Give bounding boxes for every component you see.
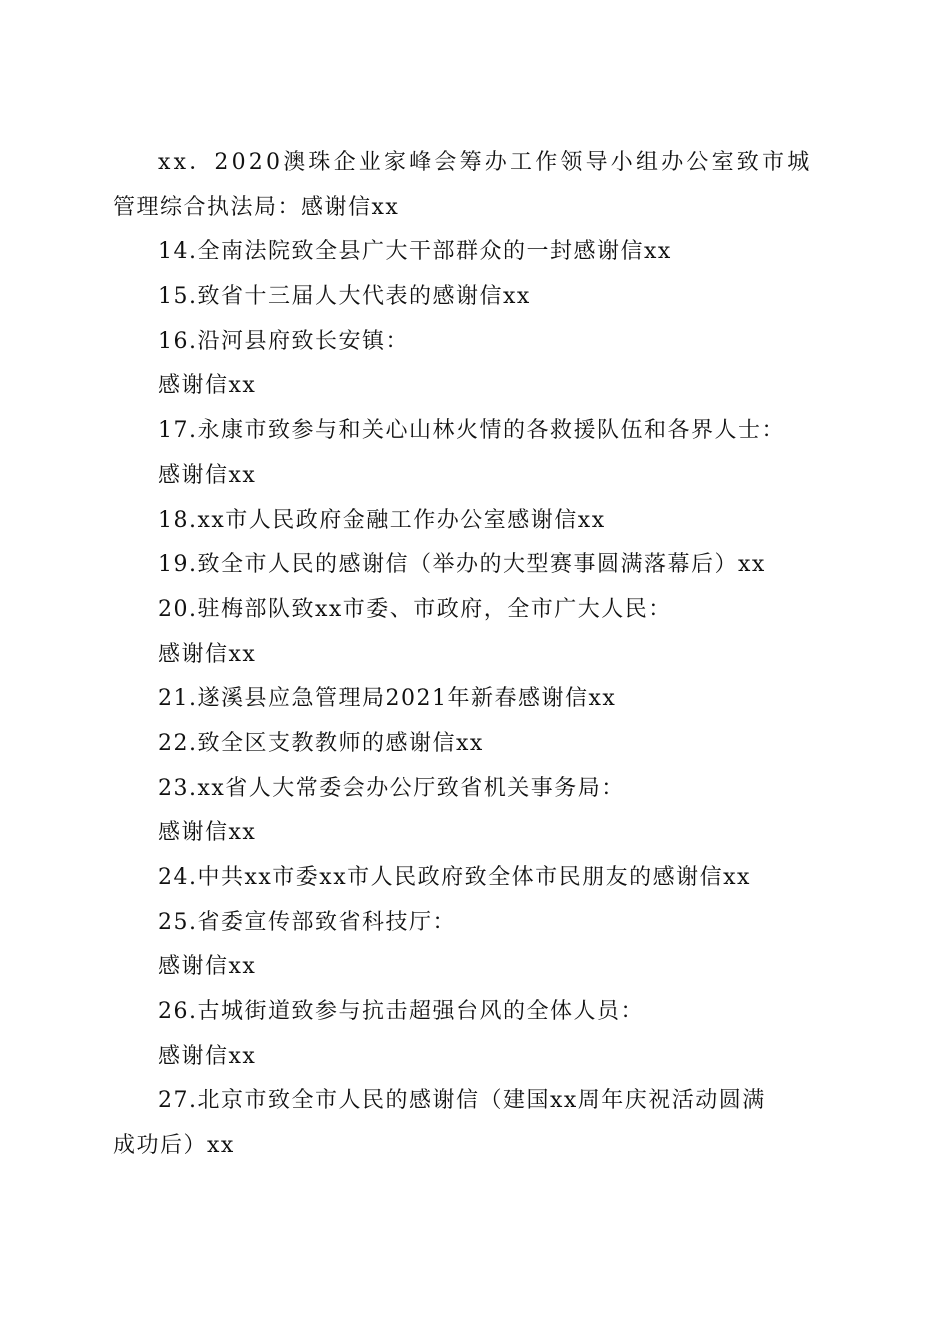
list-item-line: 27.北京市致全市人民的感谢信（建国xx周年庆祝活动圆满: [158, 1088, 766, 1114]
list-item-line: 17.永康市致参与和关心山林火情的各救援队伍和各界人士：: [158, 418, 785, 444]
list-item-line: 14.全南法院致全县广大干部群众的一封感谢信xx: [158, 239, 672, 265]
list-item-line: 16.沿河县府致长安镇：: [158, 328, 409, 354]
list-item-line: 18.xx市人民政府金融工作办公室感谢信xx: [158, 507, 606, 533]
list-item-line: 成功后）xx: [113, 1133, 235, 1159]
list-item-line: 25.省委宣传部致省科技厅：: [158, 909, 456, 935]
list-item-line: 24.中共xx市委xx市人民政府致全体市民朋友的感谢信xx: [158, 865, 751, 890]
list-item-line: 23.xx省人大常委会办公厅致省机关事务局：: [158, 775, 625, 801]
list-item-line: 感谢信xx: [158, 462, 257, 488]
list-item-line: xx．2020澳珠企业家峰会筹办工作领导小组办公室致市城: [158, 150, 813, 175]
list-item-line: 管理综合执法局：感谢信xx: [113, 194, 400, 220]
list-item-line: 感谢信xx: [158, 954, 257, 980]
list-item-line: 22.致全区支教教师的感谢信xx: [158, 730, 484, 756]
list-item-line: 20.驻梅部队致xx市委、市政府，全市广大人民：: [158, 596, 672, 622]
list-item-line: 19.致全市人民的感谢信（举办的大型赛事圆满落幕后）xx: [158, 552, 766, 578]
list-item-line: 15.致省十三届人大代表的感谢信xx: [158, 284, 531, 310]
list-item-line: 感谢信xx: [158, 641, 257, 667]
list-item-line: 26.古城街道致参与抗击超强台风的全体人员：: [158, 999, 644, 1025]
document-body: [113, 141, 828, 1169]
list-item-line: 21.遂溪县应急管理局2021年新春感谢信xx: [158, 686, 617, 712]
list-item-line: 感谢信xx: [158, 820, 257, 846]
list-item-line: 感谢信xx: [158, 373, 257, 399]
list-item-line: 感谢信xx: [158, 1043, 257, 1069]
